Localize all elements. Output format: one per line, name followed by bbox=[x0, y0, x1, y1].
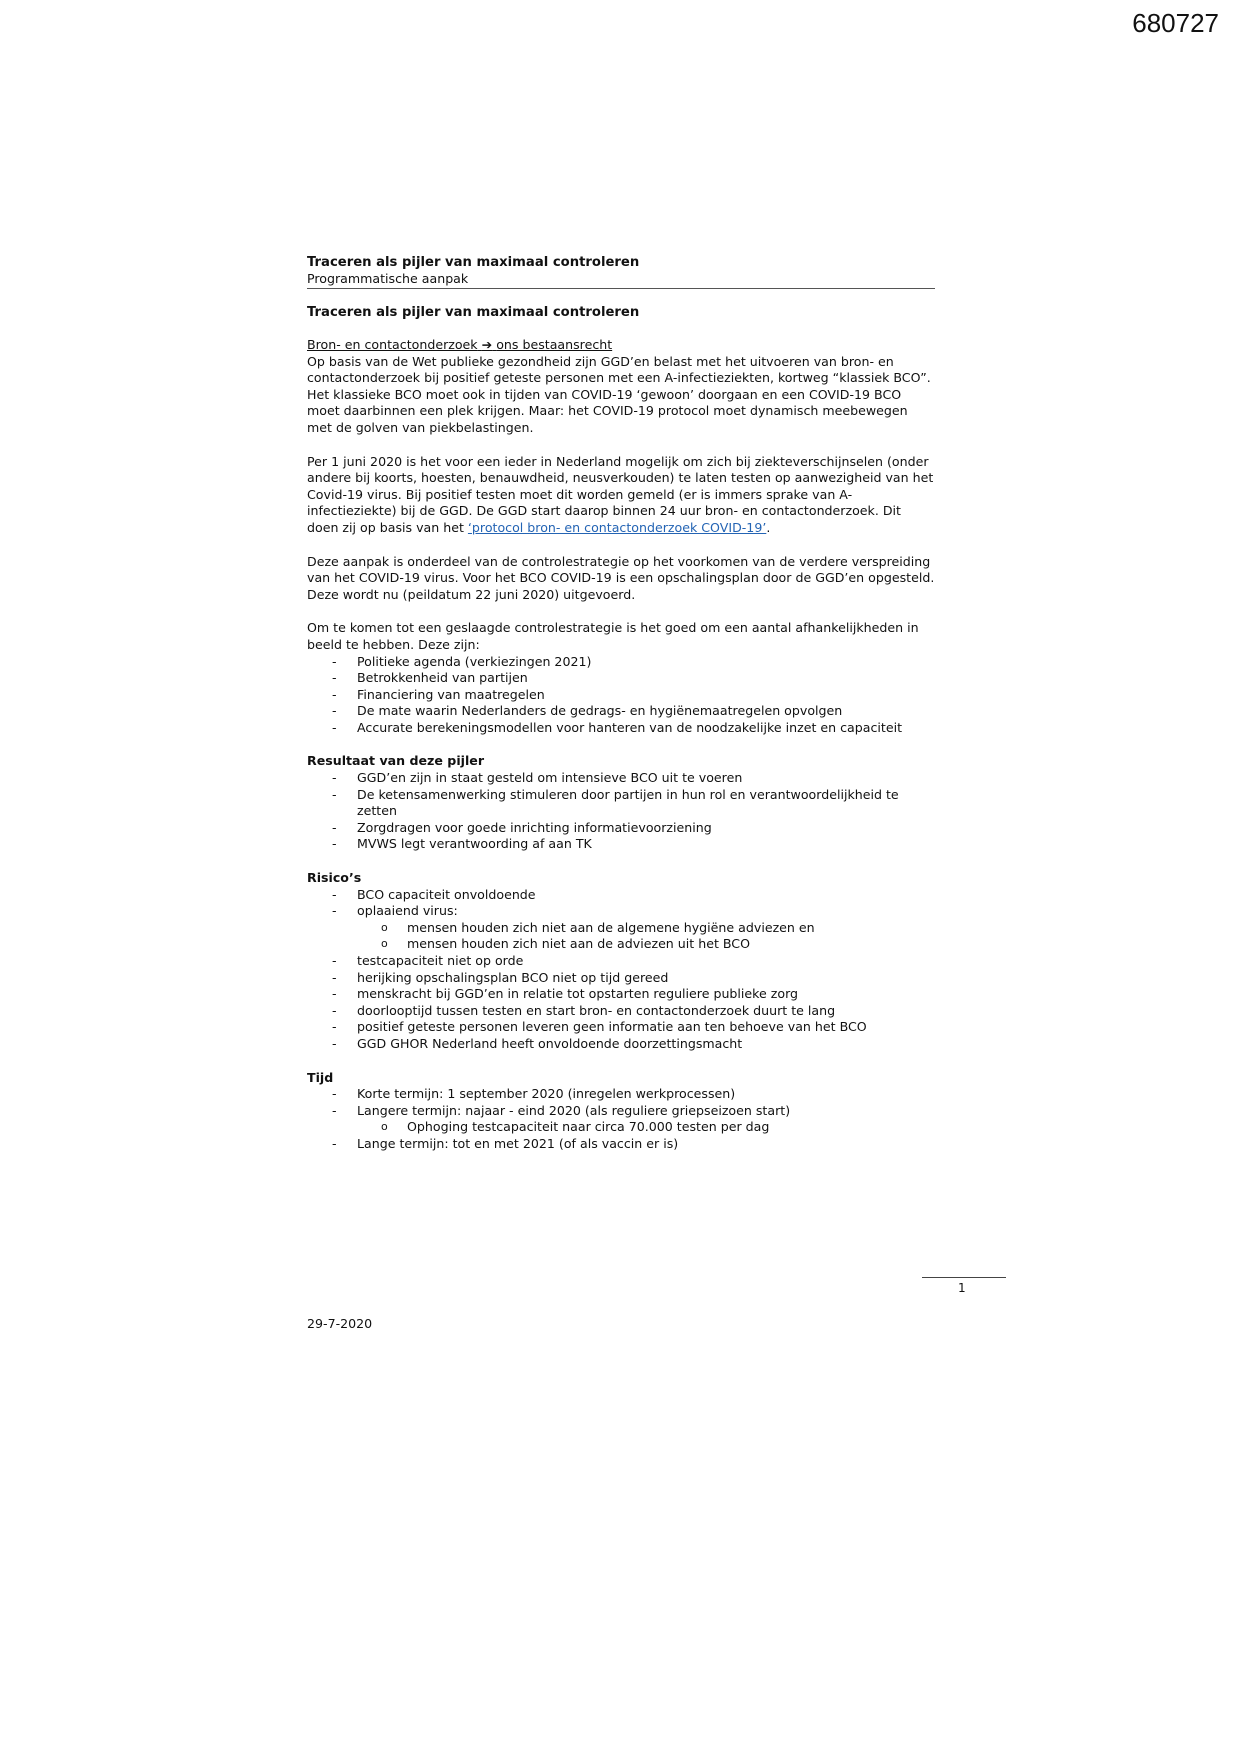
page-number: 1 bbox=[958, 1281, 966, 1295]
document-body bbox=[307, 255, 935, 1153]
risks-list-continued bbox=[307, 953, 935, 1053]
protocol-link[interactable]: ‘protocol bron- en contactonderzoek COVID-19’ bbox=[467, 519, 767, 535]
result-heading: Resultaat van deze pijler bbox=[307, 753, 485, 769]
list-item: - Politieke agenda (verkiezingen 2021) bbox=[307, 654, 935, 671]
list-item: - Financiering van maatregelen bbox=[307, 687, 935, 704]
intro-paragraph-3: Deze aanpak is onderdeel van de controlestrategie op het voorkomen van de verdere verspreiding van het COVID-19 virus. Voor het BCO COVID-19 is een opschalingsplan door de GGD’en opgesteld. Deze wordt nu (peildatum 22 juni 2020) uitgevoerd. bbox=[307, 553, 935, 602]
footer-divider bbox=[922, 1277, 1006, 1278]
list-item: - MVWS legt verantwoording af aan TK bbox=[307, 836, 935, 853]
list-item: - GGD GHOR Nederland heeft onvoldoende doorzettingsmacht bbox=[307, 1036, 935, 1053]
intro-paragraph-2-end: . bbox=[766, 519, 771, 535]
intro-paragraph-2-text: Per 1 juni 2020 is het voor een ieder in Nederland mogelijk om zich bij ziekteverschijnselen (onder andere bij koorts, hoesten, benauwdheid, neusverkouden) te laten testen op aanwezigheid van het Covid-19 virus. Bij positief testen moet dit worden gemeld (er is immers sprake van A-infectieziekte) bij de GGD. De GGD start daarop binnen 24 uur bron- en contactonderzoek. Dit doen zij op basis van het bbox=[307, 453, 934, 535]
risks-list bbox=[307, 887, 935, 920]
intro-paragraph-4: Om te komen tot een geslaagde controlestrategie is het goed om een aantal afhankelijkheden in beeld te hebben. Deze zijn: bbox=[307, 620, 919, 652]
result-list bbox=[307, 770, 935, 853]
time-list bbox=[307, 1086, 935, 1119]
list-item: - herijking opschalingsplan BCO niet op tijd gereed bbox=[307, 970, 935, 987]
intro-paragraph-2 bbox=[307, 454, 935, 537]
list-item: - De mate waarin Nederlanders de gedrags- en hygiënemaatregelen opvolgen bbox=[307, 703, 935, 720]
intro-label-start: Bron- en contactonderzoek bbox=[307, 337, 478, 352]
list-item: - Korte termijn: 1 september 2020 (inregelen werkprocessen) bbox=[307, 1086, 935, 1103]
sub-list-item-text: mensen houden zich niet aan de algemene hygiëne adviezen en bbox=[407, 919, 815, 935]
sub-list-item bbox=[307, 920, 935, 937]
header-subtitle: Programmatische aanpak bbox=[307, 271, 469, 286]
list-item: - Zorgdragen voor goede inrichting informatievoorziening bbox=[307, 820, 935, 837]
arrow-right-icon: ➔ bbox=[481, 337, 493, 352]
sub-list-item-text: Ophoging testcapaciteit naar circa 70.000 testen per dag bbox=[407, 1119, 770, 1135]
list-item: - testcapaciteit niet op orde bbox=[307, 953, 935, 970]
list-item: - Betrokkenheid van partijen bbox=[307, 670, 935, 687]
list-item: - Langere termijn: najaar - eind 2020 (als reguliere griepseizoen start) bbox=[307, 1103, 935, 1120]
list-item: - De ketensamenwerking stimuleren door partijen in hun rol en verantwoordelijkheid te zetten bbox=[307, 787, 935, 820]
intro-label bbox=[307, 337, 935, 354]
risks-heading: Risico’s bbox=[307, 870, 362, 886]
footer-date: 29-7-2020 bbox=[307, 1316, 373, 1331]
header-divider bbox=[307, 288, 935, 289]
time-list-continued bbox=[307, 1136, 935, 1153]
list-item: - Lange termijn: tot en met 2021 (of als vaccin er is) bbox=[307, 1136, 935, 1153]
header-title: Traceren als pijler van maximaal controleren bbox=[307, 255, 640, 270]
dependencies-list bbox=[307, 654, 935, 737]
document-id: 680727 bbox=[1132, 8, 1219, 38]
time-heading: Tijd bbox=[307, 1069, 334, 1085]
sub-list-item-text: mensen houden zich niet aan de adviezen uit het BCO bbox=[407, 936, 751, 952]
list-item: - positief geteste personen leveren geen informatie aan ten behoeve van het BCO bbox=[307, 1019, 935, 1036]
intro-label-end: ons bestaansrecht bbox=[496, 337, 613, 352]
list-item: - doorlooptijd tussen testen en start bron- en contactonderzoek duurt te lang bbox=[307, 1003, 935, 1020]
list-item: - BCO capaciteit onvoldoende bbox=[307, 887, 935, 904]
sub-list-item bbox=[307, 1119, 935, 1136]
list-item bbox=[307, 903, 935, 920]
list-item: - menskracht bij GGD’en in relatie tot opstarten reguliere publieke zorg bbox=[307, 986, 935, 1003]
list-item: - GGD’en zijn in staat gesteld om intensieve BCO uit te voeren bbox=[307, 770, 935, 787]
risks-sublist bbox=[307, 920, 935, 953]
section-heading: Traceren als pijler van maximaal controleren bbox=[307, 305, 640, 320]
list-item-text: oplaaiend virus: bbox=[357, 903, 458, 919]
time-sublist bbox=[307, 1119, 935, 1136]
list-item: - Accurate berekeningsmodellen voor hanteren van de noodzakelijke inzet en capaciteit bbox=[307, 720, 935, 737]
intro-paragraph-1: Op basis van de Wet publieke gezondheid zijn GGD’en belast met het uitvoeren van bron- en contactonderzoek bij positief geteste personen met een A-infectieziekten, kortweg “klassiek BCO”. Het klassieke BCO moet ook in tijden van COVID-19 ‘gewoon’ doorgaan en een COVID-19 BCO moet daarbinnen een plek krijgen. Maar: het COVID-19 protocol moet dynamisch meebewegen met de golven van piekbelastingen. bbox=[307, 353, 931, 435]
sub-list-item bbox=[307, 936, 935, 953]
